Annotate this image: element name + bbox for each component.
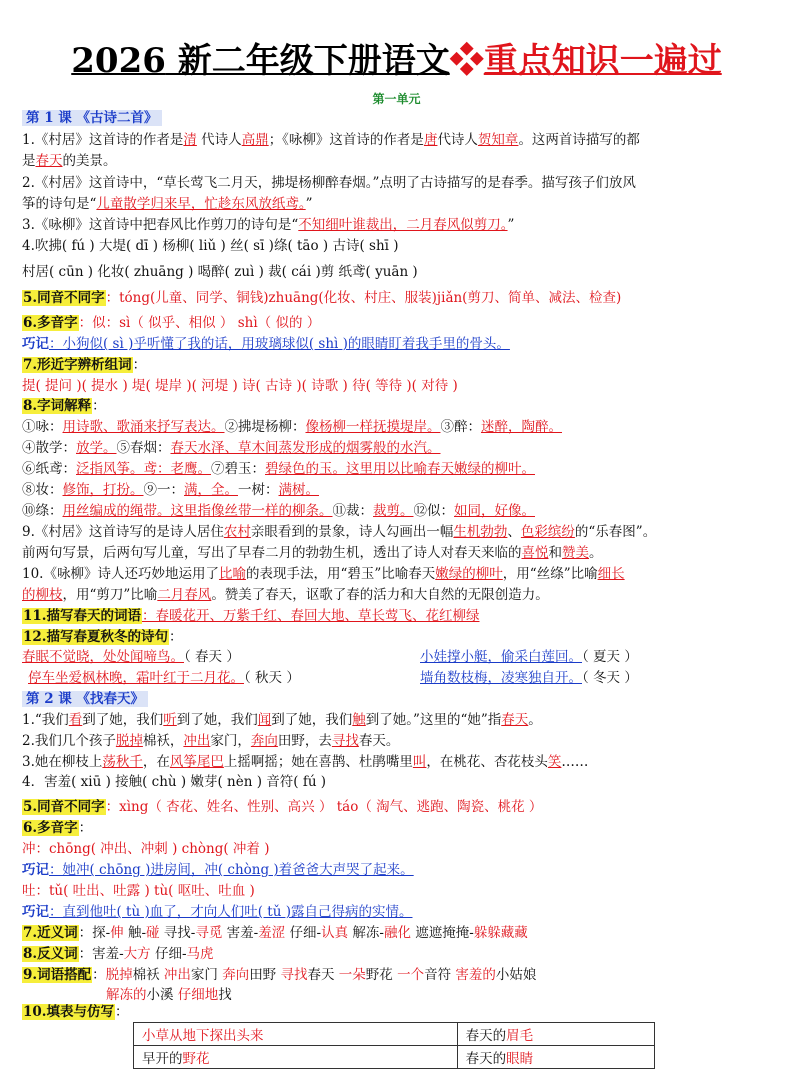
text-line: 1.《村居》这首诗的作者是清 代诗人高鼎；《咏柳》这首诗的作者是唐代诗人贺知章。这两首诗描写的都	[22, 132, 640, 148]
section-line: 7.近义词：探-伸 触-碰 寻找-寻觅 害羞-羞涩 仔细-认真 解冻-融化 遮遮掩掩-躲躲藏藏	[23, 925, 528, 941]
text-line: 是春天的美景。	[22, 153, 117, 169]
section-line: 8.字词解释：	[23, 398, 106, 414]
text-line: ⑩绦：用丝编成的绳带。这里指像丝带一样的柳条。⑪裁：裁剪。⑫似：如同，好像。	[22, 503, 535, 519]
unit-label: 第一单元	[372, 92, 421, 106]
table-cell: 春天的眼睛	[457, 1046, 654, 1069]
pinyin-line: 4．害羞( xiū ) 接触( chù ) 嫩芽( nèn ) 音符( fú )	[22, 774, 327, 790]
pinyin-line: 4.吹拂( fú ) 大堤( dī ) 杨柳( liǔ ) 丝( sī )绦( tāo ) 古诗( shī )	[22, 238, 399, 254]
poem-line: 墙角数枝梅，凌寒独自开。（ 冬天 ）	[420, 670, 638, 686]
text-line: ④散学：放学。⑤春烟：春天水泽、草木间蒸发形成的烟雾般的水汽。	[22, 440, 441, 456]
text-line: 2.我们几个孩子脱掉棉袄，冲出家门，奔向田野，去寻找春天。	[22, 733, 400, 749]
section-line: 11.描写春天的词语：春暖花开、万紫千红、春回大地、草长莺飞、花红柳绿	[23, 608, 480, 624]
text-line: 冲：chōng( 冲出、冲刺 ) chòng( 冲着 )	[22, 841, 270, 857]
section-line: 9.词语搭配：脱掉棉袄 冲出家门 奔向田野 寻找春天 一朵野花 一个音符 害羞的小姑娘	[23, 967, 537, 983]
poem-line: 春眠不觉晓，处处闻啼鸟。（ 春天 ）	[22, 649, 240, 665]
poem-line: 停车坐爱枫林晚，霜叶红于二月花。（ 秋天 ）	[28, 670, 300, 686]
section-line: 8.反义词：害羞-大方 仔细-马虎	[23, 946, 214, 962]
title-sub: 重点知识一遍过	[483, 41, 722, 81]
text-line: 的柳枝，用“剪刀”比喻二月春风。赞美了春天，讴歌了春的活力和大自然的无限创造力。	[22, 587, 549, 603]
section-line: 10.填表与仿写：	[23, 1004, 129, 1020]
mnemonic-line: 巧记：小狗似( sì )乎听懂了我的话，用玻璃球似( shì )的眼睛盯着我手里的骨头。	[22, 336, 510, 352]
table-cell: 早开的野花	[134, 1046, 458, 1069]
table-row	[134, 1046, 655, 1069]
text-line: 1.“我们看到了她，我们听到了她，我们闻到了她，我们触到了她。”这里的“她”指春天。	[22, 712, 542, 728]
section-line: 5.同音不同字：xìng（ 杏花、姓名、性别、高兴 ） táo（ 淘气、逃跑、陶瓷、桃花 ）	[23, 799, 543, 815]
lesson-header: 第 2 课 《找春天》	[22, 689, 779, 709]
section-line: 5.同音不同字：tóng(儿童、同学、铜钱)zhuāng(化妆、村庄、服装)jiǎn(剪刀、简单、减法、检查)	[23, 290, 622, 306]
text-line: 2.《村居》这首诗中，“草长莺飞二月天，拂堤杨柳醉春烟。”点明了古诗描写的是春季。描写孩子们放风	[22, 175, 636, 191]
text-line: 筝的诗句是“儿童散学归来早，忙趁东风放纸鸢。”	[22, 196, 313, 212]
text-line: ⑧妆：修饰，打扮。⑨一：满，全。一树：满树。	[22, 482, 319, 498]
section-line: 6.多音字：	[23, 820, 93, 836]
lesson-header: 第 1 课 《古诗二首》	[22, 108, 779, 128]
text-line: 解冻的小溪 仔细地找	[106, 987, 232, 1003]
title-main: 2026 新二年级下册语文	[71, 41, 450, 81]
section-line: 6.多音字：似：sì（ 似乎、相似 ） shì（ 似的 ）	[23, 315, 321, 331]
text-line: 10.《咏柳》诗人还巧妙地运用了比喻的表现手法，用“碧玉”比喻春天嫩绿的柳叶，用“丝绦”比喻细长	[22, 566, 625, 582]
text-line: 3.她在柳枝上荡秋千，在风筝尾巴上摇啊摇；她在喜鹊、杜鹃嘴里叫，在桃花、杏花枝头笑……	[22, 754, 589, 770]
text-line: 3.《咏柳》这首诗中把春风比作剪刀的诗句是“不知细叶谁裁出，二月春风似剪刀。”	[22, 217, 515, 233]
poem-line: 小娃撑小艇，偷采白莲回。（ 夏天 ）	[420, 649, 638, 665]
table-cell: 小草从地下探出头来	[134, 1023, 458, 1046]
fill-table	[133, 1022, 655, 1069]
table-row	[134, 1023, 655, 1046]
text-line: 前两句写景，后两句写儿童，写出了早春二月的勃勃生机，透出了诗人对春天来临的喜悦和赞美。	[22, 545, 603, 561]
text-line: 提( 提问 )( 提水 ) 堤( 堤岸 )( 河堤 ) 诗( 古诗 )( 诗歌 ) 待( 等待 )( 对待 )	[22, 378, 458, 394]
text-line: ⑥纸鸢：泛指风筝。鸢：老鹰。⑦碧玉：碧绿色的玉。这里用以比喻春天嫩绿的柳叶。	[22, 461, 535, 477]
text-line: 吐：tǔ( 吐出、吐露 ) tù( 呕吐、吐血 )	[22, 883, 255, 899]
section-line: 7.形近字辨析组词：	[23, 357, 147, 373]
mnemonic-line: 巧记：直到他吐( tù )血了，才向人们吐( tǔ )露自己得病的实情。	[22, 904, 413, 920]
text-line: ①咏：用诗歌、歌涌来抒写表达。②拂堤杨柳：像杨柳一样抚摸堤岸。③醉：迷醉，陶醉。	[22, 419, 562, 435]
text-line: 9.《村居》这首诗写的是诗人居住农村亲眼看到的景象，诗人勾画出一幅生机勃勃、色彩缤纷的“乐春图”。	[22, 524, 657, 540]
section-line: 12.描写春夏秋冬的诗句：	[23, 629, 183, 645]
diamond-icon: ❖	[449, 41, 484, 81]
table-cell: 春天的眉毛	[457, 1023, 654, 1046]
pinyin-line: 村居( cūn ) 化妆( zhuāng ) 喝醉( zuì ) 裁( cái )剪 纸鸢( yuān )	[22, 264, 418, 280]
mnemonic-line: 巧记：她冲( chōng )进房间，冲( chòng )着爸爸大声哭了起来。	[22, 862, 414, 878]
page-title	[0, 38, 793, 84]
